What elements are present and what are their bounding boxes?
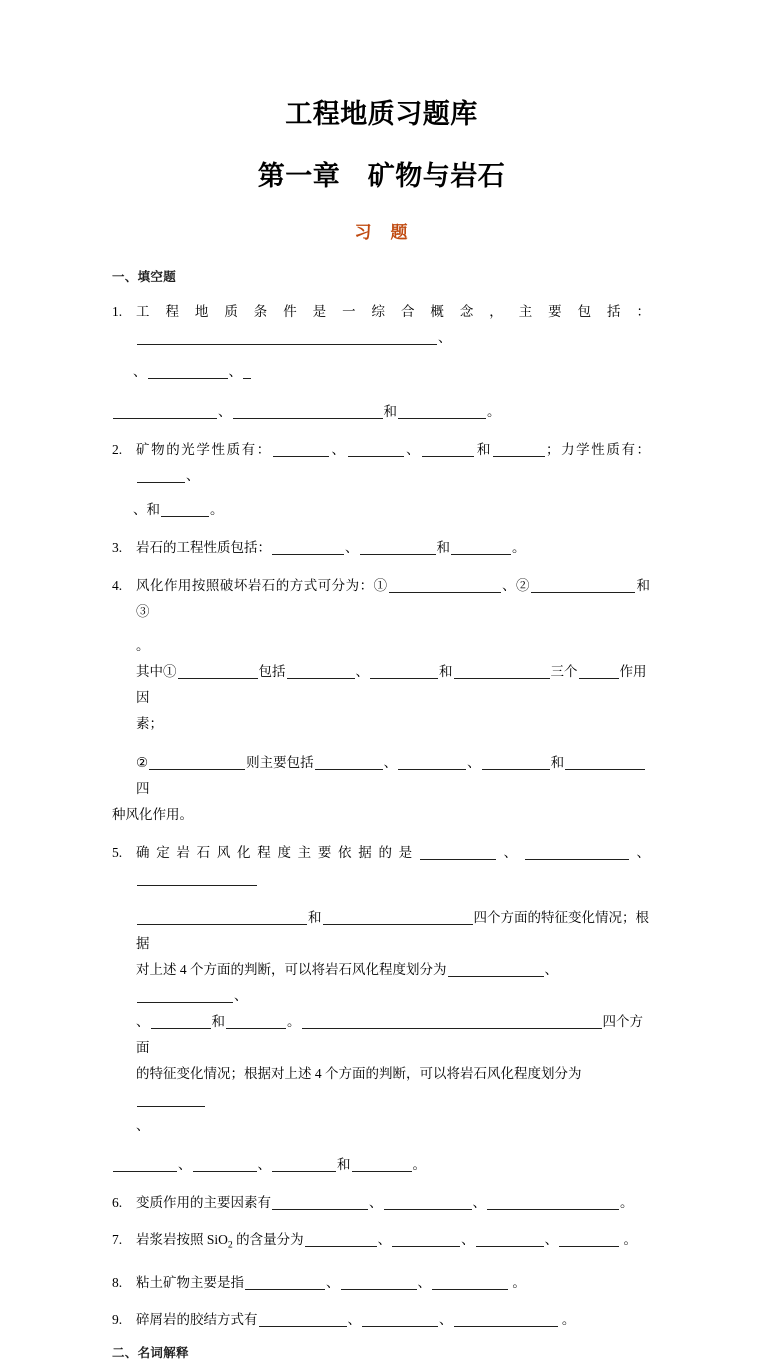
question-item xyxy=(112,1270,650,1296)
answer-blank[interactable] xyxy=(113,1156,177,1172)
tail-text-2: 作用因 xyxy=(136,664,647,706)
formula-subscript: 2 xyxy=(227,1239,233,1251)
answer-blank[interactable] xyxy=(432,1274,508,1290)
separator: 、 xyxy=(404,442,422,458)
question-lead-text: 岩浆岩按照 xyxy=(136,1232,207,1248)
answer-blank[interactable] xyxy=(226,1013,286,1029)
semicolon-text: ；力学性质有： xyxy=(545,442,651,458)
judgement-text: 对上述 4 个方面的判断，可以将岩石风化程度划分为 xyxy=(136,962,447,978)
separator: 、 xyxy=(329,442,347,458)
separator: 、 xyxy=(186,468,200,484)
conjunction: 和 xyxy=(436,540,450,556)
tail-text: 四 xyxy=(136,781,150,797)
subitem-lead-circled-2: ② xyxy=(136,755,149,771)
answer-blank[interactable] xyxy=(273,441,329,457)
formula-suffix-text: 的含量分为 xyxy=(232,1232,304,1248)
exercise-heading: 习 题 xyxy=(354,222,409,242)
question-continuation xyxy=(112,399,650,425)
question-item xyxy=(112,535,650,561)
period: 。 xyxy=(412,1157,426,1173)
tail-text: 三个 xyxy=(550,664,578,680)
separator: 、 xyxy=(383,755,398,771)
section-heading-terminology: 二、名词解释 xyxy=(112,1345,189,1360)
answer-blank[interactable] xyxy=(525,844,629,860)
question-continuation xyxy=(112,1061,650,1113)
separator: 、 xyxy=(257,1157,271,1173)
separator: 、 xyxy=(228,364,242,380)
separator: 、 xyxy=(218,404,232,420)
conjunction-circled-3: 和③ xyxy=(136,578,651,620)
answer-blank[interactable] xyxy=(579,663,619,679)
question-number: 7. xyxy=(112,1232,123,1248)
separator: 、 xyxy=(417,1274,431,1290)
period: 。 xyxy=(512,540,526,556)
answer-blank[interactable] xyxy=(137,467,185,483)
separator: 、 xyxy=(467,755,481,771)
question-subitem-2 xyxy=(112,750,650,802)
question-number: 2. xyxy=(112,442,123,458)
question-lead-text: 确定岩石风化程度主要依据的是 xyxy=(136,845,419,861)
question-lead-text: 工程地质条件是一综合概念，主要包括： xyxy=(136,304,650,320)
answer-blank[interactable] xyxy=(398,403,486,419)
include-text: 包括 xyxy=(258,664,286,680)
separator: 、 xyxy=(544,1232,559,1248)
period: 。 xyxy=(620,1232,637,1248)
separator: 、 xyxy=(496,845,524,861)
answer-blank[interactable] xyxy=(341,1274,417,1290)
question-text xyxy=(136,1227,650,1259)
conjunction: 和 xyxy=(550,755,565,771)
document-title: 工程地质习题库 xyxy=(285,99,478,129)
answer-blank[interactable] xyxy=(193,1156,257,1172)
question-number: 6. xyxy=(112,1195,123,1211)
answer-blank[interactable] xyxy=(493,441,545,457)
answer-blank[interactable] xyxy=(272,539,344,555)
separator: 、 xyxy=(355,664,369,680)
answer-blank[interactable] xyxy=(272,1156,336,1172)
answer-blank[interactable] xyxy=(149,754,245,770)
question-item xyxy=(112,437,650,489)
separator: 、 xyxy=(178,1157,192,1173)
answer-blank[interactable] xyxy=(398,754,466,770)
question-number: 8. xyxy=(112,1274,123,1290)
question-text xyxy=(136,573,650,625)
question-text xyxy=(136,535,650,561)
answer-blank[interactable] xyxy=(259,1311,347,1327)
separator: 、 xyxy=(461,1232,475,1248)
tail-text-3: 素； xyxy=(136,716,163,732)
subitem-lead: 其中① xyxy=(136,664,177,680)
question-item xyxy=(112,1227,650,1259)
separator: 、 xyxy=(347,1311,361,1327)
body-content xyxy=(0,243,763,1362)
answer-blank[interactable] xyxy=(243,363,251,379)
period: 。 xyxy=(287,1014,301,1030)
answer-blank[interactable] xyxy=(482,754,550,770)
conjunction: 和 xyxy=(475,442,492,458)
answer-blank[interactable] xyxy=(454,1311,558,1327)
answer-blank[interactable] xyxy=(137,909,307,925)
answer-blank[interactable] xyxy=(305,1231,377,1247)
answer-blank[interactable] xyxy=(148,363,228,379)
answer-blank[interactable] xyxy=(137,987,233,1003)
answer-blank[interactable] xyxy=(559,1231,619,1247)
separator: 、 xyxy=(234,988,248,1004)
conjunction: 和 xyxy=(383,404,397,420)
answer-blank[interactable] xyxy=(420,844,496,860)
question-text xyxy=(136,1307,650,1333)
answer-blank[interactable] xyxy=(137,870,257,886)
question-subitem-1 xyxy=(112,659,650,711)
question-continuation xyxy=(112,1113,650,1139)
question-number: 9. xyxy=(112,1311,123,1327)
answer-blank[interactable] xyxy=(137,329,437,345)
answer-blank[interactable] xyxy=(161,501,209,517)
chapter-title: 第一章 矿物与岩石 xyxy=(257,161,506,192)
question-continuation xyxy=(112,497,650,523)
separator-and: 、和 xyxy=(133,502,160,518)
answer-blank[interactable] xyxy=(245,1274,325,1290)
description-text-2: 的特征变化情况；根据对上述 4 个方面的判断，可以将岩石风化程度划分为 xyxy=(136,1066,582,1082)
answer-blank[interactable] xyxy=(422,441,474,457)
period: 。 xyxy=(558,1311,576,1327)
separator: 、 xyxy=(629,845,651,861)
question-number: 5. xyxy=(112,845,123,861)
separator: 、 xyxy=(136,1014,150,1030)
question-text xyxy=(136,1190,650,1216)
question-text xyxy=(136,299,650,351)
separator: 、 xyxy=(472,1195,486,1211)
question-lead-text: 变质作用的主要因素有 xyxy=(136,1195,271,1211)
answer-blank[interactable] xyxy=(389,577,501,593)
section-heading-fill-in-blank: 一、填空题 xyxy=(112,269,177,284)
separator: 、 xyxy=(133,364,147,380)
question-subitem-1-tail xyxy=(112,711,650,737)
question-item xyxy=(112,840,650,892)
answer-blank[interactable] xyxy=(451,539,511,555)
separator: 、 xyxy=(326,1274,340,1290)
separator: 、 xyxy=(438,330,452,346)
four-aspects-text-2: 四个方面 xyxy=(136,1014,643,1056)
period: 。 xyxy=(487,404,501,420)
period: 。 xyxy=(509,1274,526,1290)
question-number: 3. xyxy=(112,540,123,556)
separator-circled-2: 、② xyxy=(501,578,531,594)
question-lead-text: 矿物的光学性质有： xyxy=(136,442,272,458)
answer-blank[interactable] xyxy=(178,663,258,679)
question-item xyxy=(112,299,650,351)
question-lead-text: 风化作用按照破坏岩石的方式可分为：① xyxy=(136,578,388,594)
answer-blank[interactable] xyxy=(362,1311,438,1327)
answer-blank[interactable] xyxy=(352,1156,412,1172)
answer-blank[interactable] xyxy=(370,663,438,679)
separator: 、 xyxy=(369,1195,383,1211)
separator: 、 xyxy=(345,540,359,556)
answer-blank[interactable] xyxy=(137,1091,205,1107)
question-subitem-2-tail xyxy=(112,802,650,828)
answer-blank[interactable] xyxy=(392,1231,460,1247)
separator: 、 xyxy=(544,962,558,978)
separator: 、 xyxy=(377,1232,392,1248)
answer-blank[interactable] xyxy=(454,663,550,679)
question-number: 1. xyxy=(112,304,123,320)
answer-blank[interactable] xyxy=(323,909,473,925)
answer-blank[interactable] xyxy=(287,663,355,679)
question-lead-text: 岩石的工程性质包括： xyxy=(136,540,271,556)
conjunction: 和 xyxy=(308,910,322,926)
question-continuation xyxy=(112,1009,650,1061)
answer-blank[interactable] xyxy=(315,754,383,770)
answer-blank[interactable] xyxy=(360,539,436,555)
answer-blank[interactable] xyxy=(384,1194,472,1210)
conjunction: 和 xyxy=(439,664,453,680)
question-continuation xyxy=(112,905,650,957)
question-text xyxy=(136,840,650,892)
question-lead-text: 粘土矿物主要是指 xyxy=(136,1274,244,1290)
answer-blank[interactable] xyxy=(151,1013,211,1029)
answer-blank[interactable] xyxy=(487,1194,619,1210)
answer-blank[interactable] xyxy=(448,961,544,977)
question-lead-text: 碎屑岩的胶结方式有 xyxy=(136,1311,258,1327)
period: 。 xyxy=(136,638,150,654)
answer-blank[interactable] xyxy=(113,403,217,419)
question-text xyxy=(136,1270,650,1296)
answer-blank[interactable] xyxy=(565,754,645,770)
question-text xyxy=(136,437,650,489)
separator: 、 xyxy=(136,1118,150,1134)
main-text: 则主要包括 xyxy=(246,755,314,771)
tail-text-2: 种风化作用。 xyxy=(112,807,193,823)
answer-blank[interactable] xyxy=(302,1013,602,1029)
answer-blank[interactable] xyxy=(348,441,404,457)
answer-blank[interactable] xyxy=(272,1194,368,1210)
four-aspects-text: 四个方面的特征变化情况；根据 xyxy=(136,910,649,952)
conjunction: 和 xyxy=(211,1014,225,1030)
question-continuation xyxy=(112,957,650,1009)
separator: 、 xyxy=(439,1311,453,1327)
question-continuation xyxy=(112,1152,650,1178)
conjunction: 和 xyxy=(337,1157,351,1173)
question-continuation xyxy=(112,359,650,385)
question-item xyxy=(112,573,650,625)
period: 。 xyxy=(210,502,224,518)
period: 。 xyxy=(620,1195,634,1211)
answer-blank[interactable] xyxy=(476,1231,544,1247)
question-item xyxy=(112,1190,650,1216)
answer-blank[interactable] xyxy=(531,577,635,593)
question-item xyxy=(112,1307,650,1333)
question-continuation xyxy=(112,633,650,659)
answer-blank[interactable] xyxy=(233,403,383,419)
question-number: 4. xyxy=(112,578,123,594)
chemical-formula: SiO xyxy=(206,1232,228,1248)
